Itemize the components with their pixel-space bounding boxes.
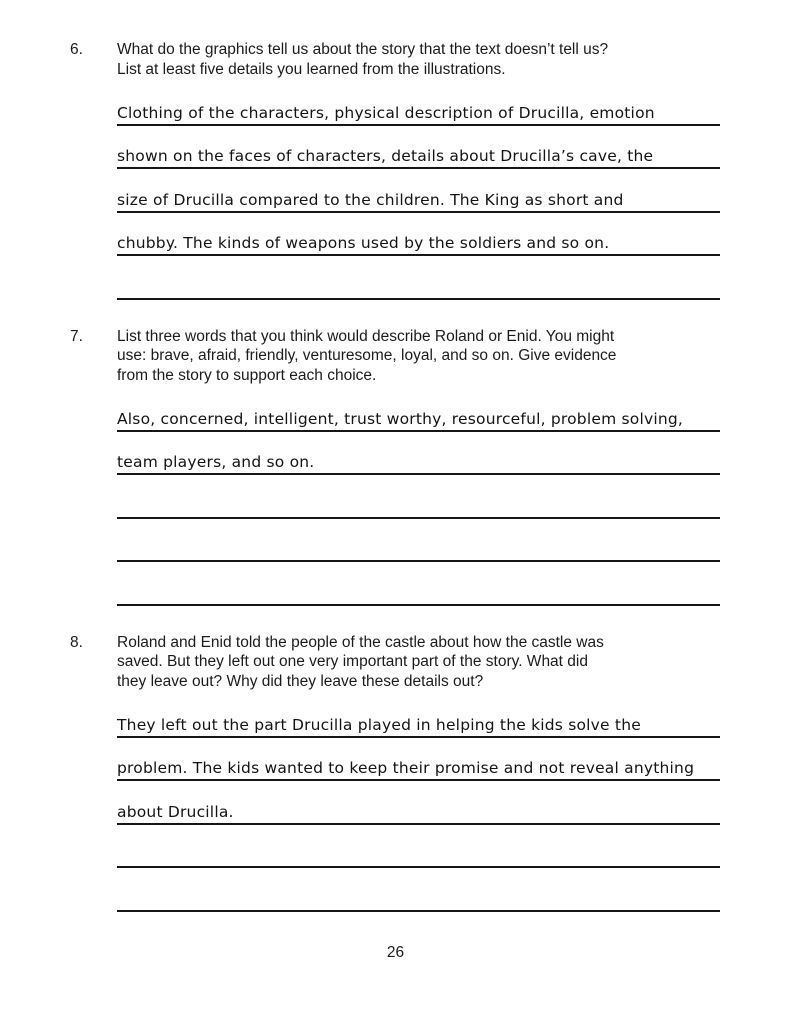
answer-area (117, 82, 720, 300)
answer-text: shown on the faces of characters, details about Drucilla’s cave, the (117, 147, 654, 165)
question-prompt (117, 633, 720, 692)
answer-line (117, 825, 720, 869)
question-number: 8. (70, 633, 83, 651)
answer-line (117, 82, 720, 126)
question-8 (0, 633, 791, 912)
answer-text: Clothing of the characters, physical description of Drucilla, emotion (117, 103, 655, 122)
answer-line (117, 562, 720, 606)
prompt-line: List three words that you think would describe Roland or Enid. You might (117, 327, 615, 345)
answer-line (117, 388, 720, 432)
answer-area (117, 694, 720, 912)
answer-area (117, 388, 720, 606)
question-prompt (117, 327, 720, 386)
answer-text: team players, and so on. (117, 453, 315, 471)
answer-text: chubby. The kinds of weapons used by the soldiers and so on. (117, 234, 610, 252)
question-number: 7. (70, 327, 83, 345)
answer-line (117, 475, 720, 519)
question-number: 6. (70, 41, 83, 58)
answer-text: problem. The kids wanted to keep their promise and not reveal anything (117, 759, 695, 777)
answer-line (117, 868, 720, 912)
answer-line (117, 432, 720, 476)
question-6 (0, 40, 791, 300)
answer-text: about Drucilla. (117, 802, 234, 821)
answer-text: Also, concerned, intelligent, trust worthy, resourceful, problem solving, (117, 409, 684, 428)
prompt-line: Roland and Enid told the people of the castle about how the castle was (117, 633, 604, 651)
answer-line (117, 213, 720, 257)
page-number: 26 (386, 943, 405, 961)
answer-line (117, 781, 720, 825)
answer-line (117, 126, 720, 170)
prompt-line: What do the graphics tell us about the story that the text doesn’t tell us? (117, 41, 609, 58)
prompt-line: use: brave, afraid, friendly, venturesome, loyal, and so on. Give evidence (117, 347, 617, 364)
prompt-line: from the story to support each choice. (117, 366, 377, 384)
answer-line (117, 738, 720, 782)
prompt-line: List at least five details you learned from the illustrations. (117, 60, 506, 78)
answer-text: They left out the part Drucilla played in helping the kids solve the (117, 715, 641, 734)
question-prompt (117, 40, 720, 79)
answer-line (117, 519, 720, 563)
answer-line (117, 694, 720, 738)
prompt-line: they leave out? Why did they leave these details out? (117, 672, 484, 690)
prompt-line: saved. But they left out one very important part of the story. What did (117, 653, 588, 670)
answer-line (117, 256, 720, 300)
answer-line (117, 169, 720, 213)
question-7 (0, 327, 791, 606)
answer-text: size of Drucilla compared to the children. The King as short and (117, 190, 624, 209)
